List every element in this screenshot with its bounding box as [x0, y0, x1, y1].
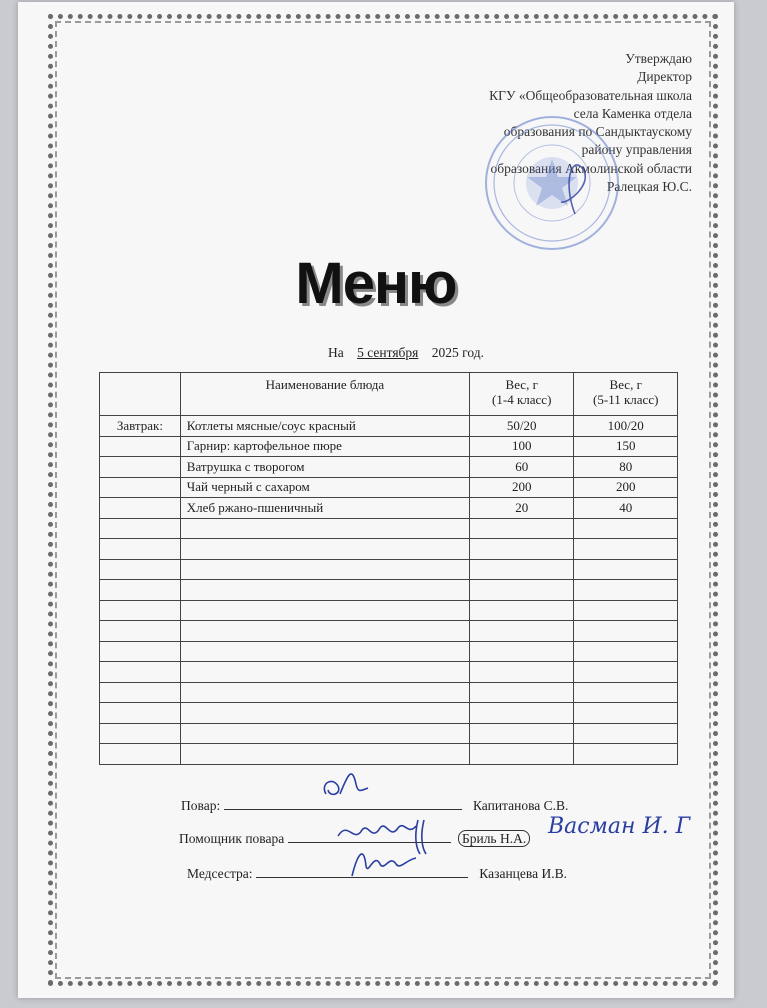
weight-5-11-cell: 100/20 [574, 416, 678, 437]
meal-cell [100, 498, 181, 519]
header-line: (1-4 класс) [492, 392, 552, 407]
weight-5-11-cell [574, 539, 678, 560]
table-row [100, 436, 678, 457]
cook-signature-icon [318, 764, 378, 806]
weight-1-4-cell [470, 580, 574, 601]
assistant-label: Помощник повара [179, 831, 285, 846]
weight-1-4-cell: 200 [470, 477, 574, 498]
dish-cell: Гарнир: картофельное пюре [180, 436, 469, 457]
table-row [100, 703, 678, 724]
weight-1-4-cell [470, 723, 574, 744]
table-row [100, 559, 678, 580]
assistant-name: Бриль Н.А. [458, 830, 530, 847]
weight-1-4-cell [470, 539, 574, 560]
document-page [18, 2, 734, 998]
header-line: Вес, г [505, 377, 538, 392]
date-prefix: На [328, 345, 344, 360]
meal-cell [100, 723, 181, 744]
weight-5-11-cell: 40 [574, 498, 678, 519]
weight-5-11-cell [574, 723, 678, 744]
weight-5-11-cell [574, 580, 678, 601]
meal-cell [100, 662, 181, 683]
approval-line: Директор [637, 69, 692, 85]
dish-cell [180, 682, 469, 703]
weight-5-11-cell [574, 559, 678, 580]
table-row [100, 662, 678, 683]
dish-cell [180, 641, 469, 662]
weight-1-4-cell [470, 641, 574, 662]
meal-cell [100, 580, 181, 601]
dish-cell [180, 662, 469, 683]
dish-cell [180, 580, 469, 601]
approval-line: Ралецкая Ю.С. [606, 179, 692, 195]
cook-name: Капитанова С.В. [472, 798, 569, 813]
meal-cell [100, 744, 181, 765]
weight-5-11-cell [574, 703, 678, 724]
weight-1-4-cell [470, 600, 574, 621]
header-weight-1-4 [470, 373, 574, 416]
weight-1-4-cell: 20 [470, 498, 574, 519]
weight-5-11-cell [574, 641, 678, 662]
header-dish-name: Наименование блюда [180, 373, 469, 416]
meal-cell [100, 436, 181, 457]
weight-5-11-cell [574, 744, 678, 765]
header-meal [100, 373, 181, 416]
dish-cell [180, 703, 469, 724]
meal-cell [100, 457, 181, 478]
dish-cell: Чай черный с сахаром [180, 477, 469, 498]
approval-line: району управления [581, 142, 692, 158]
meal-cell [100, 682, 181, 703]
table-row [100, 682, 678, 703]
table-row [100, 457, 678, 478]
date-suffix: 2025 год. [431, 345, 484, 360]
dish-cell: Котлеты мясные/соус красный [180, 416, 469, 437]
table-row [100, 477, 678, 498]
header-line: (5-11 класс) [593, 392, 659, 407]
dish-cell [180, 518, 469, 539]
dish-cell [180, 723, 469, 744]
cook-label: Повар: [181, 798, 221, 813]
meal-cell [100, 621, 181, 642]
official-stamp-icon [483, 114, 621, 252]
table-row [100, 498, 678, 519]
weight-1-4-cell [470, 559, 574, 580]
weight-5-11-cell [574, 600, 678, 621]
dish-cell [180, 744, 469, 765]
weight-5-11-cell [574, 518, 678, 539]
nurse-label: Медсестра: [187, 866, 253, 881]
meal-cell [100, 559, 181, 580]
dish-cell: Ватрушка с творогом [180, 457, 469, 478]
approval-line: образования по Сандыктаускому [503, 124, 692, 140]
table-row [100, 416, 678, 437]
assistant-handwritten-name: Васман И. Г [548, 814, 691, 839]
weight-1-4-cell: 50/20 [470, 416, 574, 437]
weight-1-4-cell [470, 744, 574, 765]
dish-cell [180, 621, 469, 642]
table-row [100, 600, 678, 621]
nurse-name: Казанцева И.В. [479, 866, 567, 881]
weight-5-11-cell: 150 [574, 436, 678, 457]
weight-1-4-cell [470, 518, 574, 539]
approval-line: образования Акмолинской области [490, 160, 692, 176]
weight-1-4-cell [470, 662, 574, 683]
meal-cell [100, 641, 181, 662]
table-row [100, 580, 678, 601]
weight-5-11-cell: 200 [574, 477, 678, 498]
nurse-signature-icon [346, 842, 426, 882]
meal-cell: Завтрак: [100, 416, 181, 437]
weight-1-4-cell: 60 [470, 457, 574, 478]
weight-1-4-cell [470, 682, 574, 703]
table-row [100, 621, 678, 642]
dish-cell [180, 539, 469, 560]
header-weight-5-11 [574, 373, 678, 416]
weight-5-11-cell [574, 662, 678, 683]
approval-line: Утверждаю [625, 51, 692, 66]
weight-1-4-cell [470, 621, 574, 642]
meal-cell [100, 600, 181, 621]
dish-cell [180, 559, 469, 580]
menu-table [99, 372, 678, 765]
weight-5-11-cell [574, 621, 678, 642]
date-value: 5 сентября [357, 345, 419, 360]
approval-line: села Каменка отдела [573, 105, 692, 121]
weight-5-11-cell [574, 682, 678, 703]
dish-cell: Хлеб ржано-пшеничный [180, 498, 469, 519]
dish-cell [180, 600, 469, 621]
weight-5-11-cell: 80 [574, 457, 678, 478]
table-row [100, 518, 678, 539]
table-row [100, 539, 678, 560]
meal-cell [100, 539, 181, 560]
meal-cell [100, 518, 181, 539]
date-line [328, 345, 484, 361]
weight-1-4-cell [470, 703, 574, 724]
meal-cell [100, 477, 181, 498]
approval-line: КГУ «Общеобразовательная школа [489, 87, 692, 103]
meal-cell [100, 703, 181, 724]
weight-1-4-cell: 100 [470, 436, 574, 457]
page-title: Меню [295, 251, 457, 316]
table-row [100, 641, 678, 662]
table-row [100, 744, 678, 765]
header-line: Вес, г [609, 377, 642, 392]
table-row [100, 723, 678, 744]
table-header-row [100, 373, 678, 416]
